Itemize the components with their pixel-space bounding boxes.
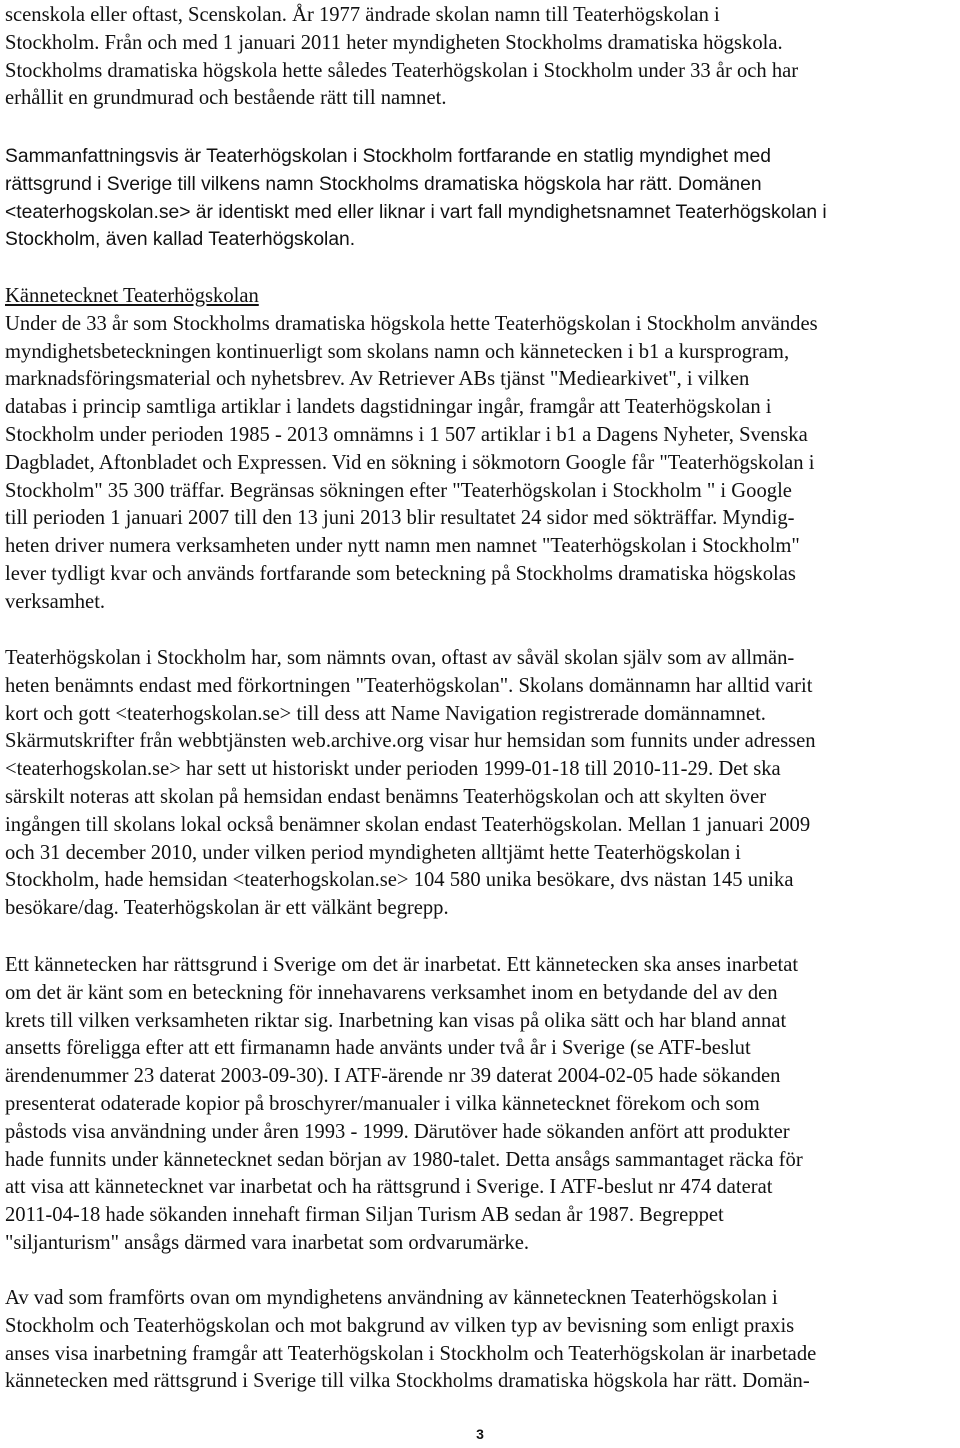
paragraph-conclusion: [5, 1285, 960, 1396]
text-line: Stockholm under perioden 1985 - 2013 omnämns i 1 507 artiklar i b1 a Dagens Nyheter, Svenska: [5, 423, 808, 446]
text-line: heten driver numera verksamheten under nytt namn men namnet "Teaterhögskolan i Stockholm": [5, 535, 800, 558]
paragraph-website: [5, 645, 960, 923]
text-line: påstods visa användning under åren 1993 - 1999. Därutöver hade sökanden anfört att produkter: [5, 1120, 790, 1143]
text-line: "siljanturism" ansågs därmed vara inarbetat som ordvarumärke.: [5, 1231, 530, 1254]
text-line: Stockholm och Teaterhögskolan och mot bakgrund av vilken typ av bevisning som enligt praxis: [5, 1314, 795, 1337]
text-line: Av vad som framförts ovan om myndighetens användning av kännetecknen Teaterhögskolan i: [5, 1287, 778, 1309]
text-line: presenterat odaterade kopior på broschyrer/manualer i vilka kännetecknet förekom och som: [5, 1092, 760, 1115]
text-line: hade funnits under kännetecknet sedan början av 1980-talet. Detta ansågs sammantaget räcka för: [5, 1148, 803, 1171]
text-line: scenskola eller oftast, Scenskolan. År 1977 ändrade skolan namn till Teaterhögskolan i: [5, 4, 720, 26]
text-line: Teaterhögskolan i Stockholm har, som nämnts ovan, oftast av såväl skolan själv som av allmän-: [5, 647, 795, 669]
text-line: heten benämnts endast med förkortningen "Teaterhögskolan". Skolans domännamn har alltid varit: [5, 674, 813, 697]
text-line: besökare/dag. Teaterhögskolan är ett välkänt begrepp.: [5, 897, 449, 920]
paragraph-summary: [5, 143, 960, 254]
text-line: verksamhet.: [5, 590, 106, 613]
text-line: om det är känt som en beteckning för innehavarens verksamhet inom en betydande del av den: [5, 981, 778, 1004]
text-line: rättsgrund i Sverige till vilkens namn Stockholms dramatiska högskola har rätt. Domänen: [5, 173, 762, 195]
section-trademark: [5, 283, 960, 617]
text-line: Stockholm, hade hemsidan <teaterhogskolan.se> 104 580 unika besökare, dvs nästan 145 unika: [5, 869, 794, 892]
text-line: ansetts föreligga efter att ett firmanamn hade använts under två år i Sverige (se ATF-beslut: [5, 1037, 751, 1060]
paragraph-establishment: [5, 952, 960, 1258]
text-line: <teaterhogskolan.se> är identiskt med eller liknar i vart fall myndighetsnamnet Teaterhögskolan i: [5, 201, 827, 223]
text-line: erhållit en grundmurad och bestående rätt till namnet.: [5, 87, 447, 110]
text-line: kort och gott <teaterhogskolan.se> till dess att Name Navigation registrerade domännamnet.: [5, 702, 766, 725]
text-line: särskilt noteras att skolan på hemsidan endast benämns Teaterhögskolan och att skylten över: [5, 785, 767, 808]
text-line: Stockholm" 35 300 träffar. Begränsas sökningen efter "Teaterhögskolan i Stockholm " i Google: [5, 479, 792, 502]
text-line: till perioden 1 januari 2007 till den 13 juni 2013 blir resultatet 24 sidor med sökträffar. Myndig-: [5, 507, 795, 530]
page-number: 3: [476, 1426, 484, 1442]
text-line: Sammanfattningsvis är Teaterhögskolan i Stockholm fortfarande en statlig myndighet med: [5, 146, 771, 167]
text-line: Stockholms dramatiska högskola hette således Teaterhögskolan i Stockholm under 33 år och har: [5, 59, 799, 82]
text-line: att visa att kännetecknet var inarbetat och ha rättsgrund i Sverige. I ATF-beslut nr 474 daterat: [5, 1176, 773, 1199]
text-line: Dagbladet, Aftonbladet och Expressen. Vid en sökning i sökmotorn Google får "Teaterhögskolan i: [5, 451, 815, 474]
text-line: och 31 december 2010, under vilken period myndigheten alltjämt hette Teaterhögskolan i: [5, 841, 741, 864]
text-line: marknadsföringsmaterial och nyhetsbrev. Av Retriever ABs tjänst "Mediearkivet", i vilken: [5, 368, 750, 391]
text-line: databas i princip samtliga artiklar i landets dagstidningar ingår, framgår att Teaterhögskolan i: [5, 396, 772, 419]
text-line: anses visa inarbetning framgår att Teaterhögskolan i Stockholm och Teaterhögskolan är inarbetade: [5, 1342, 817, 1365]
text-line: krets till vilken verksamheten riktar sig. Inarbetning kan visas på olika sätt och har bland annat: [5, 1009, 787, 1032]
text-line: Under de 33 år som Stockholms dramatiska högskola hette Teaterhögskolan i Stockholm användes: [5, 312, 818, 335]
section-heading: Kännetecknet Teaterhögskolan: [5, 285, 259, 307]
text-line: Stockholm, även kallad Teaterhögskolan.: [5, 229, 356, 251]
text-line: Stockholm. Från och med 1 januari 2011 heter myndigheten Stockholms dramatiska högskola.: [5, 31, 783, 54]
text-line: Skärmutskrifter från webbtjänsten web.archive.org visar hur hemsidan som funnits under adressen: [5, 730, 816, 753]
text-line: myndighetsbeteckningen kontinuerligt som skolans namn och kännetecken i b1 a kursprogram,: [5, 340, 790, 363]
text-line: ärendenummer 23 daterat 2003-09-30). I ATF-ärende nr 39 daterat 2004-02-05 hade sökanden: [5, 1065, 781, 1088]
text-line: Ett kännetecken har rättsgrund i Sverige om det är inarbetat. Ett kännetecken ska anses inarbetat: [5, 954, 799, 976]
text-line: lever tydligt kvar och används fortfarande som beteckning på Stockholms dramatiska högskolas: [5, 562, 796, 585]
text-line: ingången till skolans lokal också benämner skolan endast Teaterhögskolan. Mellan 1 januari 2009: [5, 813, 811, 836]
paragraph-intro: [5, 2, 960, 113]
text-line: <teaterhogskolan.se> har sett ut historiskt under perioden 1999-01-18 till 2010-11-29. Det ska: [5, 758, 781, 781]
text-line: kännetecken med rättsgrund i Sverige till vilka Stockholms dramatiska högskola har rätt. Domän-: [5, 1370, 810, 1393]
text-line: 2011-04-18 hade sökanden innehaft firman Siljan Turism AB sedan år 1987. Begreppet: [5, 1204, 724, 1227]
